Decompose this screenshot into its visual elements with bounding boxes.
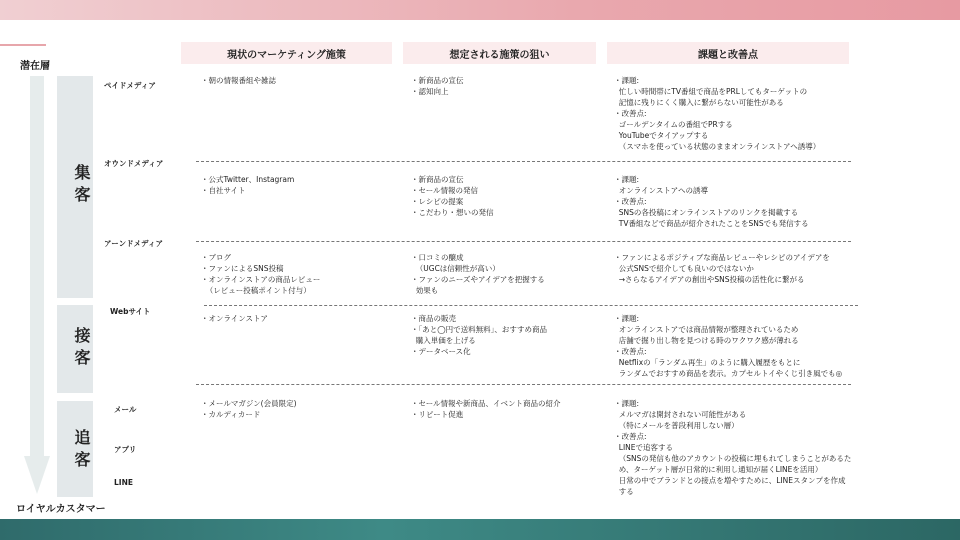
channel-earned-media: アーンドメディア	[104, 239, 163, 248]
row-divider	[196, 161, 851, 162]
accent-line	[0, 44, 46, 46]
top-decorative-band	[0, 0, 960, 20]
web-current: ・オンラインストア	[201, 314, 268, 323]
axis-label-bottom: ロイヤルカスタマー	[16, 504, 106, 515]
stage-service	[57, 305, 93, 393]
axis-label-top: 潜在層	[20, 61, 50, 72]
bottom-decorative-band	[0, 519, 960, 540]
earned-current: ・ブログ ・ファンによるSNS投稿 ・オンラインストアの商品レビュー （レビュー投稿ポイント付与）	[201, 253, 321, 295]
paid-aim: ・新商品の宣伝 ・認知向上	[411, 76, 464, 96]
stage-acquisition	[57, 76, 93, 298]
channel-owned-media: オウンドメディア	[104, 159, 164, 168]
channel-paid-media: ペイドメディア	[104, 81, 156, 90]
channel-website: Webサイト	[110, 307, 151, 316]
web-aim: ・商品の販売 ・「あと◯円で送料無料」、おすすめ商品 購入単価を上げる ・データベース化	[411, 314, 547, 356]
stage-acquisition-label: 集客	[72, 164, 91, 208]
funnel-arrow-head	[24, 456, 50, 494]
earned-aim: ・口コミの醸成 （UGCは信頼性が高い） ・ファンのニーズやアイデアを把握する 効果も	[411, 253, 545, 295]
stage-followup	[57, 401, 93, 497]
channel-app: アプリ	[114, 445, 137, 454]
stage-followup-label: 追客	[72, 429, 91, 473]
web-issue: ・課題: オンラインストアでは商品情報が整理されているため 店舗で掘り出し物を見つける時のワクワク感が薄れる ・改善点: Netflixの「ランダム再生」のように購入履歴をもとに ランダムでおすすめ商品を表示。カプセルトイやくじ引き風でも◎	[614, 314, 843, 378]
channel-line: LINE	[114, 478, 133, 487]
header-aims: 想定される施策の狙い	[403, 42, 596, 64]
paid-issue: ・課題: 忙しい時間帯にTV番組で商品をPRLしてもターゲットの 記憶に残りにくく購入に繋がらない可能性がある ・改善点: ゴールデンタイムの番組でPRする YouTubeでタイアップする （スマホを使っている状態のままオンラインストアへ誘導）	[614, 76, 821, 151]
row-divider	[204, 305, 858, 306]
crm-current: ・メールマガジン(会員限定) ・カルディカード	[201, 399, 297, 419]
paid-current: ・朝の情報番組や雑誌	[201, 76, 276, 85]
funnel-arrow-shaft	[30, 76, 44, 456]
crm-issue: ・課題: メルマガは開封されない可能性がある （特にメールを普段利用しない層） ・改善点: LINEで追客する （SNSの発信も他のアカウントの投稿に埋もれてしまうことがあるた め、ターゲット層が日常的に利用し通知が届くLINEを活用） 日常の中でブランドとの接点を増やすために、LINEスタンプを作成 する	[614, 399, 852, 496]
crm-aim: ・セール情報や新商品、イベント商品の紹介 ・リピート促進	[411, 399, 561, 419]
row-divider	[196, 241, 851, 242]
header-issues: 課題と改善点	[607, 42, 849, 64]
stage-service-label: 接客	[72, 327, 91, 371]
row-divider	[196, 384, 851, 385]
owned-aim: ・新商品の宣伝 ・セール情報の発信 ・レシピの提案 ・こだわり・想いの発信	[411, 175, 494, 217]
owned-issue: ・課題: オンラインストアへの誘導 ・改善点: SNSの各投稿にオンラインストアのリンクを掲載する TV番組などで商品が紹介されたことをSNSでも発信する	[614, 175, 809, 228]
owned-current: ・公式Twitter、Instagram ・自社サイト	[201, 175, 295, 195]
earned-issue: ・ファンによるポジティブな商品レビューやレシピのアイデアを 公式SNSで紹介しても良いのではないか →さらなるアイデアの創出やSNS投稿の活性化に繋がる	[614, 253, 830, 284]
channel-mail: メール	[114, 405, 137, 414]
header-current-measures: 現状のマーケティング施策	[181, 42, 392, 64]
